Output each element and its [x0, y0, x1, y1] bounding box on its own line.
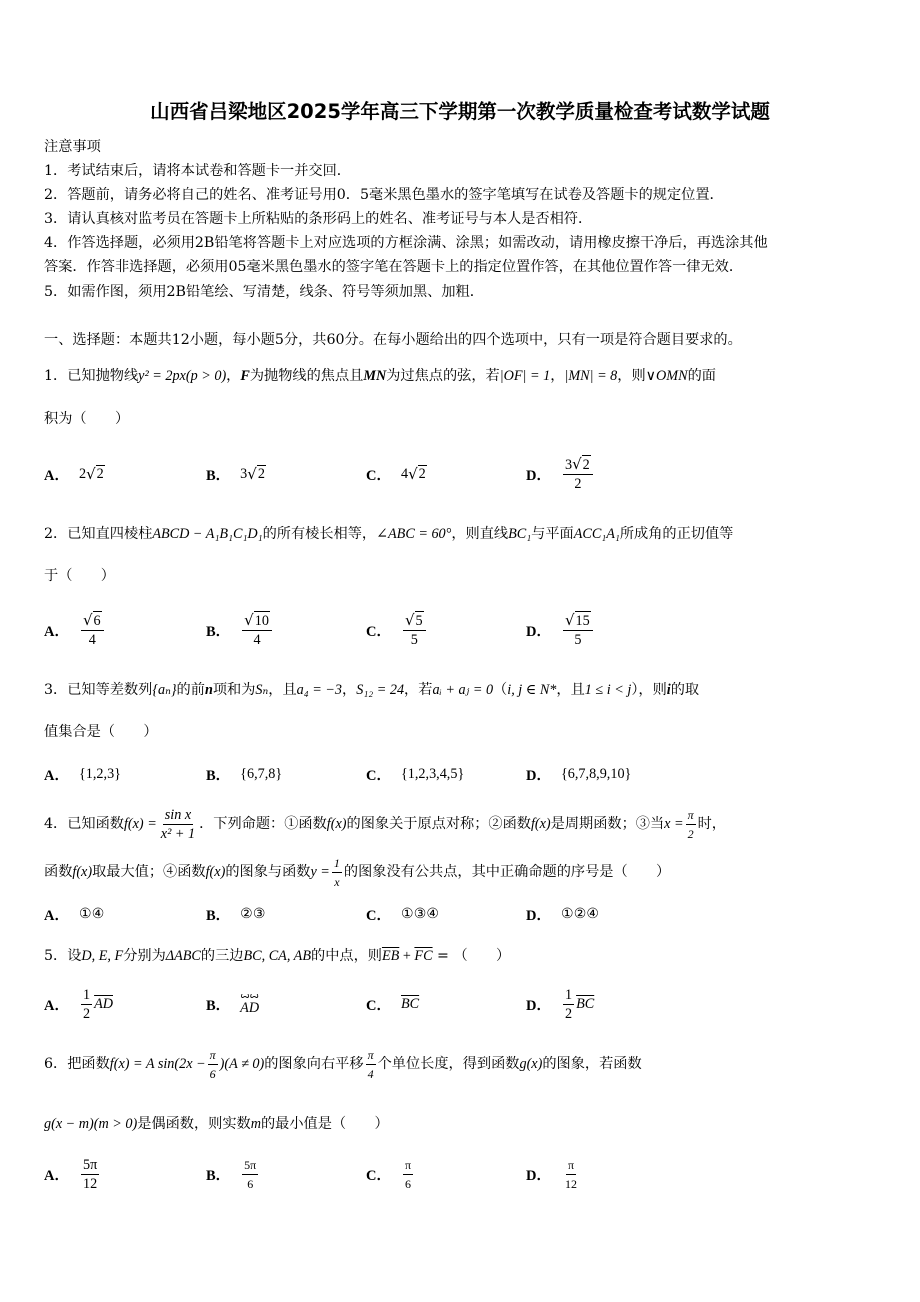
notice-item-1: 1．考试结束后，请将本试卷和答题卡一并交回． — [44, 163, 351, 179]
q2-option-c[interactable]: C． √ 5 5 — [366, 608, 428, 652]
q5-options — [44, 982, 884, 1026]
q4-option-c[interactable]: C． ①③④ — [366, 906, 440, 924]
notice-item-4: 4．作答选择题，必须用2B铅笔将答题卡上对应选项的方框涂满、涂黑；如需改动，请用橡皮擦干净后，再选涂其他 — [44, 235, 768, 251]
q2-stem: 2．已知直四棱柱ABCD − A₁B₁C₁D₁的所有棱长相等，∠ABC = 60°，则直线BC₁与平面ACC₁A₁所成角的正切值等 — [44, 526, 734, 542]
q4-stem: 4．已知函数 f(x) = $\frac{\text{sin x}}{\text{x² + 1}}$ ．下列命题：①函数 f(x) 的图象关于原点对称；②函数 f(x) 是周期函数；③当 x = $\frac{\pi}{2}$ 时， — [44, 806, 726, 842]
q1-option-a[interactable]: A． 2 √ 2 — [44, 465, 104, 484]
q6-stem: 6．把函数 f(x) = A sin (2x − $\frac{\pi}{6}$ )(A ≠ 0) 的图象向右平移 $\frac{\pi}{4}$ 个单位长度，得到函数 g(x) 的图象，若函数 — [44, 1047, 642, 1081]
q3-option-c[interactable]: C． {1,2,3,4,5} — [366, 765, 465, 784]
notice-item-3: 3．请认真核对监考员在答题卡上所粘贴的条形码上的姓名、准考证号与本人是否相符． — [44, 211, 593, 227]
q6-stem-cont: g(x − m)(m > 0)是偶函数，则实数m的最小值是（ ） — [44, 1116, 389, 1132]
q3-stem: 3．已知等差数列{aₙ}的前n项和为Sₙ，且a₄ = −3，S₁₂ = 24，若aᵢ + aⱼ = 0（i, j ∈ N*，且1 ≤ i < j），则i的取 — [44, 682, 700, 698]
q2-option-b[interactable]: B． √ 10 4 — [206, 608, 274, 652]
q2-stem-cont: 于（ ） — [44, 568, 115, 584]
section-heading: 一、选择题：本题共12小题，每小题5分，共60分。在每小题给出的四个选项中，只有一项是符合题目要求的。 — [44, 332, 742, 348]
notice-item-5: 5．如需作图，须用2B铅笔绘、写清楚，线条、符号等须加黑、加粗． — [44, 284, 484, 300]
notice-item-4-cont: 答案．作答非选择题，必须用05毫米黑色墨水的签字笔在答题卡上的指定位置作答，在其他位置作答一律无效． — [44, 259, 744, 275]
q5-stem: 5．设D, E, F分别为ΔABC的三边BC, CA, AB的中点，则$\overline{EB} + \overline{FC}$ = （ ） — [44, 948, 511, 964]
notice-heading: 注意事项 — [44, 139, 101, 155]
exam-title: 山西省吕梁地区2025学年高三下学期第一次教学质量检查考试数学试题 — [150, 100, 770, 123]
q2-options — [44, 608, 884, 652]
q1-stem-cont: 积为（ ） — [44, 411, 130, 427]
q4-options — [44, 892, 884, 936]
q1-option-d[interactable]: D． 3 √ 2 2 — [526, 452, 595, 496]
q4-stem-cont: 函数 f(x) 取最大值；④函数 f(x) 的图象与函数 y = $\frac{1}{x}$ 的图象没有公共点，其中正确命题的序号是（ ） — [44, 855, 671, 889]
notice-item-2: 2．答题前，请务必将自己的姓名、准考证号用0．5毫米黑色墨水的签字笔填写在试卷及答题卡的规定位置． — [44, 187, 724, 203]
q2-option-d[interactable]: D． √ 15 5 — [526, 608, 595, 652]
q4-option-a[interactable]: A． ①④ — [44, 906, 105, 924]
q2-option-a[interactable]: A． √ 6 4 — [44, 608, 106, 652]
q3-option-d[interactable]: D． {6,7,8,9,10} — [526, 765, 632, 784]
q4-option-d[interactable]: D． ①②④ — [526, 906, 600, 924]
q1-option-c[interactable]: C． 4 √ 2 — [366, 465, 426, 484]
q1-stem: 1．已知抛物线y² = 2px(p > 0)，F为抛物线的焦点且MN为过焦点的弦，若|OF| = 1，|MN| = 8，则∨OMN的面 — [44, 368, 716, 384]
q5-option-a[interactable]: A． $\frac{1}{2}$ $\overline{AD}$ — [44, 986, 113, 1022]
q1-options — [44, 452, 884, 496]
q3-stem-cont: 值集合是（ ） — [44, 724, 158, 740]
q5-option-c[interactable]: C． $\overline{BC}$ — [366, 995, 420, 1014]
q6-option-b[interactable]: B． $\frac{5\pi}{6}$ — [206, 1157, 257, 1191]
q4-option-b[interactable]: B． ②③ — [206, 906, 266, 924]
q1-option-b[interactable]: B． 3 √ 2 — [206, 465, 265, 484]
q5-option-b[interactable]: B． ꙍꙍ AD — [206, 990, 260, 1016]
q3-option-b[interactable]: B． {6,7,8} — [206, 765, 283, 784]
q5-option-d[interactable]: D． $\frac{1}{2}$ $\overline{BC}$ — [526, 986, 595, 1022]
q6-options — [44, 1152, 884, 1196]
q3-option-a[interactable]: A． {1,2,3} — [44, 765, 121, 784]
q3-options — [44, 752, 884, 796]
q6-option-d[interactable]: D． $\frac{\pi}{12}$ — [526, 1157, 577, 1191]
q6-option-a[interactable]: A． $\frac{5\pi}{12}$ — [44, 1156, 98, 1192]
q6-option-c[interactable]: C． $\frac{\pi}{6}$ — [366, 1157, 412, 1191]
